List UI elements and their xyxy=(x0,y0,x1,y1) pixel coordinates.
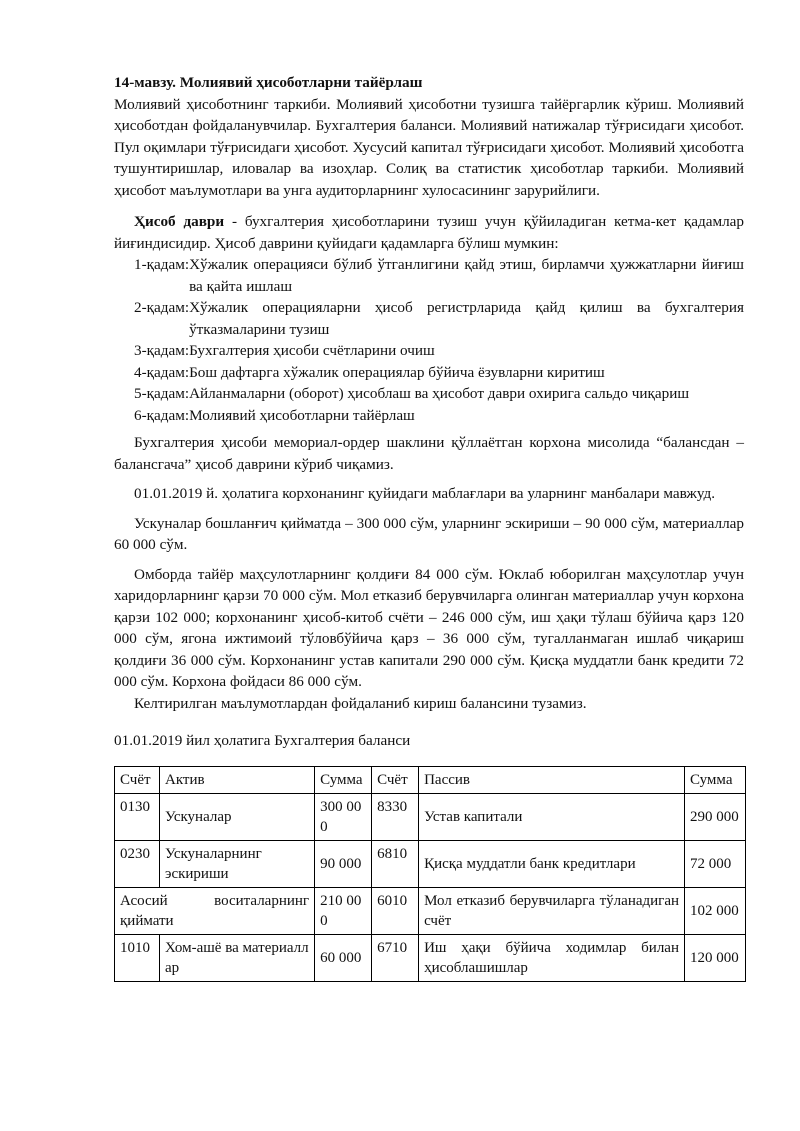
step-label: 2-қадам: xyxy=(134,299,190,316)
step-label: 1-қадам: xyxy=(134,256,190,273)
table-row xyxy=(115,934,746,981)
step-text: Хўжалик операцияларни ҳисоб регистрларида қайд қилиш ва бухгалтерия ўтказмаларини тузиш xyxy=(189,299,744,338)
date-paragraph: 01.01.2019 й. ҳолатига корхонанинг қуйидаги маблағлари ва уларнинг манбалари мавжуд. xyxy=(134,485,716,502)
header-account-liability: Счёт xyxy=(372,766,419,793)
step-label: 4-қадам: xyxy=(134,363,190,381)
step-item xyxy=(134,297,744,340)
cell-account: 6010 xyxy=(372,887,419,934)
cell-merged-asset: Асосий воситаларнинг қиймати xyxy=(115,887,315,934)
cell-sum: 290 000 xyxy=(685,793,746,840)
step-item xyxy=(134,405,744,427)
cell-account: 1010 xyxy=(115,934,160,981)
steps-list xyxy=(114,254,744,426)
step-item xyxy=(134,362,744,384)
cell-asset: Ускуналар xyxy=(160,793,315,840)
step-label: 6-қадам: xyxy=(134,406,190,424)
stock-paragraph: Омборда тайёр маҳсулотларнинг қолдиғи 84 000 сўм. Юклаб юборилган маҳсулотлар учун харидорларнинг қарзи 70 000 сўм. Мол етказиб берувчиларга олинган материаллар учун корхона қарзи 102 000; корхонанинг ҳисоб-китоб счёти – 246 000 сўм, иш ҳақи тўлаш бўйича қарз 120 000 сўм, ягона ижтимоий тўловбўйича қарз – 36 000 сўм, тугалланмаган ишлаб чиқариш қолдиғи 36 000 сўм. Корхонанинг устав капитали 290 000 сўм. Қисқа муддатли банк кредити 72 000 сўм. Корхона фойдаси 86 000 сўм. xyxy=(114,565,744,690)
step-label: 3-қадам: xyxy=(134,342,190,359)
topic-title: 14-мавзу. Молиявий ҳисоботларни тайёрлаш xyxy=(114,74,423,91)
accounting-cycle-definition: - бухгалтерия ҳисоботларини тузиш учун қўйиладиган кетма-кет қадамлар йиғиндисидир. Ҳисоб даврини қуйидаги қадамларга бўлиш мумкин: xyxy=(114,213,745,252)
cell-sum: 102 000 xyxy=(685,887,746,934)
cell-sum: 300 000 xyxy=(315,793,372,840)
header-liability: Пассив xyxy=(419,766,685,793)
cell-liability: Устав капитали xyxy=(419,793,685,840)
step-text: Бухгалтерия ҳисоби счётларини очиш xyxy=(189,342,435,359)
table-caption: 01.01.2019 йил ҳолатига Бухгалтерия баланси xyxy=(114,732,411,749)
cell-liability: Иш ҳақи бўйича ходимлар билан ҳисоблашишлар xyxy=(419,934,685,981)
accounting-cycle-paragraph xyxy=(114,211,744,254)
header-asset: Актив xyxy=(160,766,315,793)
cell-account: 6810 xyxy=(372,840,419,887)
step-label: 5-қадам: xyxy=(134,385,190,402)
step-item xyxy=(134,254,744,297)
step-text: Хўжалик операцияси бўлиб ўтганлигини қайд этиш, бирламчи ҳужжатларни йиғиш ва қайта ишлаш xyxy=(189,256,744,295)
table-row xyxy=(115,840,746,887)
cell-sum: 90 000 xyxy=(315,840,372,887)
header-sum-liability: Сумма xyxy=(685,766,746,793)
cell-account: 6710 xyxy=(372,934,419,981)
table-row xyxy=(115,793,746,840)
step-text: Бош дафтарга хўжалик операциялар бўйича ёзувларни киритиш xyxy=(189,363,605,381)
header-account-asset: Счёт xyxy=(115,766,160,793)
cell-account: 0230 xyxy=(115,840,160,887)
cell-asset: Хом-ашё ва материаллар xyxy=(160,934,315,981)
cell-sum: 60 000 xyxy=(315,934,372,981)
header-sum-asset: Сумма xyxy=(315,766,372,793)
table-header-row xyxy=(115,766,746,793)
step-text: Молиявий ҳисоботларни тайёрлаш xyxy=(189,406,415,424)
step-text: Айланмаларни (оборот) ҳисоблаш ва ҳисобот даври охирига сальдо чиқариш xyxy=(189,385,690,402)
cell-sum: 72 000 xyxy=(685,840,746,887)
cell-liability: Қисқа муддатли банк кредитлари xyxy=(419,840,685,887)
cell-account: 8330 xyxy=(372,793,419,840)
document-page xyxy=(114,72,744,982)
balance-table xyxy=(114,766,746,982)
cell-liability: Мол етказиб берувчиларга тўланадиган счёт xyxy=(419,887,685,934)
accounting-cycle-term: Ҳисоб даври xyxy=(134,213,225,230)
cell-account: 0130 xyxy=(115,793,160,840)
compose-paragraph: Келтирилган маълумотлардан фойдаланиб кириш балансини тузамиз. xyxy=(134,694,587,712)
example-paragraph: Бухгалтерия ҳисоби мемориал-ордер шаклини қўллаётган корхона мисолида “балансдан –балансгача” ҳисоб даврини кўриб чиқамиз. xyxy=(114,434,744,473)
step-item xyxy=(134,383,744,405)
step-item xyxy=(134,340,744,362)
intro-paragraph: Молиявий ҳисоботнинг таркиби. Молиявий ҳисоботни тузишга тайёргарлик кўриш. Молиявий ҳисоботдан фойдаланувчилар. Бухгалтерия баланси. Молиявий натижалар тўғрисидаги ҳисобот. Пул оқимлари тўғрисидаги ҳисобот. Хусусий капитал тўғрисидаги ҳисобот. Молиявий ҳисоботга тушунтиришлар, иловалар ва изоҳлар. Солиқ ва статистик ҳисоботлар таркиби. Молиявий ҳисобот маълумотлари ва унга аудиторларнинг хулосасининг зарурийлиги. xyxy=(114,95,744,199)
equipment-paragraph: Ускуналар бошланғич қийматда – 300 000 сўм, уларнинг эскириши – 90 000 сўм, материаллар 60 000 сўм. xyxy=(114,514,744,553)
table-row xyxy=(115,887,746,934)
cell-sum: 210 000 xyxy=(315,887,372,934)
cell-asset: Ускуналарнинг эскириши xyxy=(160,840,315,887)
cell-sum: 120 000 xyxy=(685,934,746,981)
